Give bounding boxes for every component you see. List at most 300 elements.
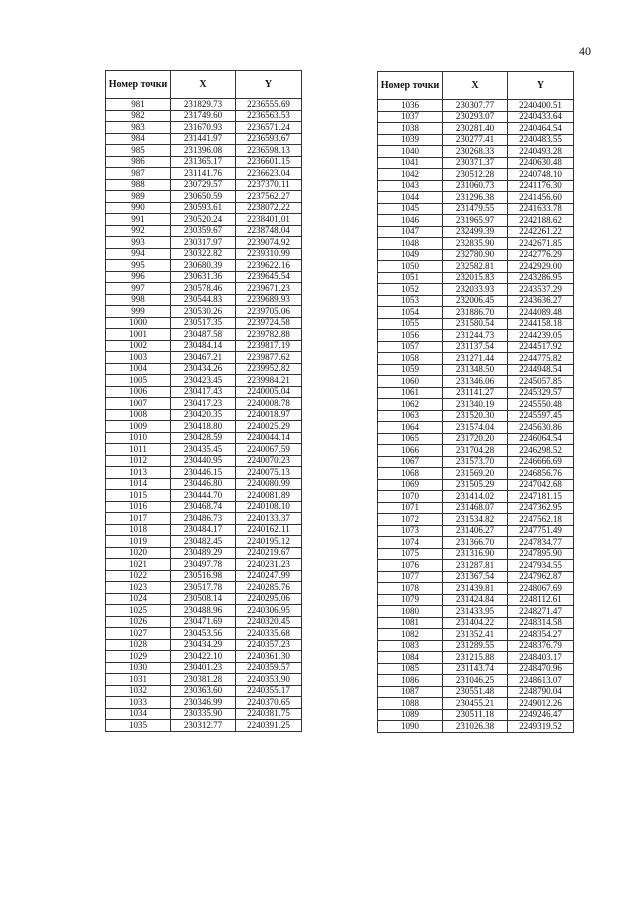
x-coordinate-cell: 232033.93 [443, 284, 508, 296]
table-row [378, 387, 574, 399]
point-number-cell: 1046 [378, 215, 443, 227]
table-row [378, 180, 574, 192]
point-number-cell: 1040 [378, 146, 443, 158]
table-row [106, 662, 302, 674]
table-row [106, 490, 302, 502]
x-coordinate-cell: 230650.59 [171, 191, 236, 203]
table-row [106, 225, 302, 237]
table-row [106, 168, 302, 180]
point-number-cell: 1018 [106, 524, 171, 536]
table-row [106, 467, 302, 479]
table-row [378, 698, 574, 710]
table-row [106, 455, 302, 467]
point-number-cell: 1078 [378, 583, 443, 595]
table-row [106, 628, 302, 640]
x-coordinate-cell: 231060.73 [443, 180, 508, 192]
point-number-cell: 1034 [106, 708, 171, 720]
table-row [106, 306, 302, 318]
table-row [378, 594, 574, 606]
x-coordinate-cell: 230423.45 [171, 375, 236, 387]
coordinates-table-right [377, 71, 574, 733]
point-number-cell: 1089 [378, 709, 443, 721]
x-coordinate-cell: 232835.90 [443, 238, 508, 250]
x-coordinate-cell: 230484.14 [171, 340, 236, 352]
x-coordinate-cell: 231340.19 [443, 399, 508, 411]
y-coordinate-cell: 2248314.58 [508, 617, 574, 629]
point-number-cell: 1010 [106, 432, 171, 444]
y-coordinate-cell: 2240219.67 [236, 547, 302, 559]
point-number-cell: 1007 [106, 398, 171, 410]
point-number-cell: 1002 [106, 340, 171, 352]
y-coordinate-cell: 2244158.18 [508, 318, 574, 330]
x-coordinate-cell: 231505.29 [443, 479, 508, 491]
page-number: 40 [579, 44, 591, 58]
point-number-cell: 1011 [106, 444, 171, 456]
y-coordinate-cell: 2240285.76 [236, 582, 302, 594]
y-coordinate-cell: 2236601.15 [236, 156, 302, 168]
point-number-cell: 1074 [378, 537, 443, 549]
x-coordinate-cell: 230307.77 [443, 100, 508, 112]
x-coordinate-cell: 231580.54 [443, 318, 508, 330]
point-number-cell: 989 [106, 191, 171, 203]
y-coordinate-cell: 2242776.29 [508, 249, 574, 261]
point-number-cell: 1053 [378, 295, 443, 307]
x-coordinate-cell: 231367.54 [443, 571, 508, 583]
y-coordinate-cell: 2239645.54 [236, 271, 302, 283]
x-coordinate-cell: 231366.70 [443, 537, 508, 549]
y-coordinate-cell: 2240355.17 [236, 685, 302, 697]
table-row [106, 478, 302, 490]
point-number-cell: 1051 [378, 272, 443, 284]
x-coordinate-cell: 230680.39 [171, 260, 236, 272]
point-number-cell: 1076 [378, 560, 443, 572]
x-coordinate-cell: 230544.83 [171, 294, 236, 306]
table-row [106, 99, 302, 111]
x-coordinate-cell: 231965.97 [443, 215, 508, 227]
y-coordinate-cell: 2239622.16 [236, 260, 302, 272]
y-coordinate-cell: 2247962.87 [508, 571, 574, 583]
point-number-cell: 1023 [106, 582, 171, 594]
y-coordinate-cell: 2240306.95 [236, 605, 302, 617]
y-coordinate-cell: 2241456.60 [508, 192, 574, 204]
y-coordinate-cell: 2238072.22 [236, 202, 302, 214]
table-row [378, 652, 574, 664]
table-row [378, 721, 574, 733]
y-coordinate-cell: 2236563.53 [236, 110, 302, 122]
x-coordinate-cell: 230455.21 [443, 698, 508, 710]
y-coordinate-cell: 2240295.06 [236, 593, 302, 605]
y-coordinate-cell: 2240005.04 [236, 386, 302, 398]
y-coordinate-cell: 2243636.27 [508, 295, 574, 307]
y-coordinate-cell: 2240483.55 [508, 134, 574, 146]
x-coordinate-cell: 231704.28 [443, 445, 508, 457]
y-coordinate-cell: 2240067.59 [236, 444, 302, 456]
y-coordinate-cell: 2247362.95 [508, 502, 574, 514]
table-row [106, 260, 302, 272]
table-row [106, 248, 302, 260]
y-coordinate-cell: 2244948.54 [508, 364, 574, 376]
y-coordinate-cell: 2242671.85 [508, 238, 574, 250]
table-row [378, 284, 574, 296]
y-coordinate-cell: 2239705.06 [236, 306, 302, 318]
point-number-cell: 1069 [378, 479, 443, 491]
y-coordinate-cell: 2244775.82 [508, 353, 574, 365]
table-row [378, 548, 574, 560]
point-number-cell: 988 [106, 179, 171, 191]
point-number-cell: 1081 [378, 617, 443, 629]
table-row [106, 547, 302, 559]
table-row [378, 537, 574, 549]
point-number-cell: 1087 [378, 686, 443, 698]
point-number-cell: 1031 [106, 674, 171, 686]
y-coordinate-cell: 2239074.92 [236, 237, 302, 249]
table-row [378, 318, 574, 330]
x-coordinate-cell: 230530.26 [171, 306, 236, 318]
y-coordinate-cell: 2237370.11 [236, 179, 302, 191]
x-coordinate-cell: 230488.96 [171, 605, 236, 617]
y-coordinate-cell: 2236593.67 [236, 133, 302, 145]
y-coordinate-cell: 2240108.10 [236, 501, 302, 513]
y-coordinate-cell: 2237562.27 [236, 191, 302, 203]
x-coordinate-cell: 230418.80 [171, 421, 236, 433]
table-body-right [378, 100, 574, 733]
y-coordinate-cell: 2245630.86 [508, 422, 574, 434]
point-number-cell: 987 [106, 168, 171, 180]
y-coordinate-cell: 2248271.47 [508, 606, 574, 618]
table-row [106, 536, 302, 548]
point-number-cell: 1000 [106, 317, 171, 329]
x-coordinate-cell: 231244.73 [443, 330, 508, 342]
x-coordinate-cell: 230578.46 [171, 283, 236, 295]
point-number-cell: 1042 [378, 169, 443, 181]
table-row [378, 479, 574, 491]
table-row [378, 399, 574, 411]
table-row [378, 307, 574, 319]
table-row [106, 421, 302, 433]
header-y: Y [508, 72, 574, 100]
y-coordinate-cell: 2240231.23 [236, 559, 302, 571]
y-coordinate-cell: 2240400.51 [508, 100, 574, 112]
x-coordinate-cell: 230317.97 [171, 237, 236, 249]
x-coordinate-cell: 232780.90 [443, 249, 508, 261]
table-body-left [106, 99, 302, 732]
point-number-cell: 1054 [378, 307, 443, 319]
point-number-cell: 1041 [378, 157, 443, 169]
x-coordinate-cell: 231468.07 [443, 502, 508, 514]
point-number-cell: 1020 [106, 547, 171, 559]
y-coordinate-cell: 2248354.27 [508, 629, 574, 641]
y-coordinate-cell: 2244239.05 [508, 330, 574, 342]
table-row [378, 445, 574, 457]
table-row [106, 122, 302, 134]
table-row [378, 571, 574, 583]
x-coordinate-cell: 230381.28 [171, 674, 236, 686]
y-coordinate-cell: 2247895.90 [508, 548, 574, 560]
x-coordinate-cell: 231296.38 [443, 192, 508, 204]
x-coordinate-cell: 231569.20 [443, 468, 508, 480]
x-coordinate-cell: 231046.25 [443, 675, 508, 687]
point-number-cell: 1068 [378, 468, 443, 480]
x-coordinate-cell: 230435.45 [171, 444, 236, 456]
x-coordinate-cell: 230428.59 [171, 432, 236, 444]
x-coordinate-cell: 230551.48 [443, 686, 508, 698]
y-coordinate-cell: 2236598.13 [236, 145, 302, 157]
point-number-cell: 1021 [106, 559, 171, 571]
table-row [378, 192, 574, 204]
x-coordinate-cell: 231670.93 [171, 122, 236, 134]
y-coordinate-cell: 2247751.49 [508, 525, 574, 537]
point-number-cell: 1090 [378, 721, 443, 733]
table-row [378, 376, 574, 388]
table-row [106, 329, 302, 341]
x-coordinate-cell: 231439.81 [443, 583, 508, 595]
point-number-cell: 1017 [106, 513, 171, 525]
point-number-cell: 1016 [106, 501, 171, 513]
x-coordinate-cell: 230520.24 [171, 214, 236, 226]
y-coordinate-cell: 2246856.76 [508, 468, 574, 480]
point-number-cell: 1060 [378, 376, 443, 388]
y-coordinate-cell: 2240361.30 [236, 651, 302, 663]
point-number-cell: 996 [106, 271, 171, 283]
header-point-number: Номер точки [378, 72, 443, 100]
point-number-cell: 1083 [378, 640, 443, 652]
y-coordinate-cell: 2245329.57 [508, 387, 574, 399]
x-coordinate-cell: 230468.74 [171, 501, 236, 513]
x-coordinate-cell: 231215.88 [443, 652, 508, 664]
y-coordinate-cell: 2246064.54 [508, 433, 574, 445]
table-row [378, 686, 574, 698]
point-number-cell: 1070 [378, 491, 443, 503]
x-coordinate-cell: 231346.06 [443, 376, 508, 388]
x-coordinate-cell: 231143.74 [443, 663, 508, 675]
x-coordinate-cell: 230444.70 [171, 490, 236, 502]
table-row [378, 629, 574, 641]
point-number-cell: 1029 [106, 651, 171, 663]
point-number-cell: 1033 [106, 697, 171, 709]
y-coordinate-cell: 2243537.29 [508, 284, 574, 296]
point-number-cell: 1080 [378, 606, 443, 618]
x-coordinate-cell: 230511.18 [443, 709, 508, 721]
table-row [106, 283, 302, 295]
table-row [378, 100, 574, 112]
x-coordinate-cell: 231316.90 [443, 548, 508, 560]
y-coordinate-cell: 2242261.22 [508, 226, 574, 238]
y-coordinate-cell: 2240018.97 [236, 409, 302, 421]
point-number-cell: 1003 [106, 352, 171, 364]
point-number-cell: 985 [106, 145, 171, 157]
point-number-cell: 1049 [378, 249, 443, 261]
x-coordinate-cell: 230401.23 [171, 662, 236, 674]
x-coordinate-cell: 230335.90 [171, 708, 236, 720]
x-coordinate-cell: 231141.76 [171, 168, 236, 180]
y-coordinate-cell: 2239952.82 [236, 363, 302, 375]
x-coordinate-cell: 230593.61 [171, 202, 236, 214]
table-row [378, 169, 574, 181]
point-number-cell: 1039 [378, 134, 443, 146]
y-coordinate-cell: 2239310.99 [236, 248, 302, 260]
table-row [378, 203, 574, 215]
table-row [106, 501, 302, 513]
point-number-cell: 1008 [106, 409, 171, 421]
y-coordinate-cell: 2236571.24 [236, 122, 302, 134]
table-row [378, 491, 574, 503]
point-number-cell: 1001 [106, 329, 171, 341]
point-number-cell: 983 [106, 122, 171, 134]
x-coordinate-cell: 230440.95 [171, 455, 236, 467]
y-coordinate-cell: 2239984.21 [236, 375, 302, 387]
y-coordinate-cell: 2239689.93 [236, 294, 302, 306]
table-row [378, 295, 574, 307]
x-coordinate-cell: 230371.37 [443, 157, 508, 169]
y-coordinate-cell: 2240630.48 [508, 157, 574, 169]
point-number-cell: 1067 [378, 456, 443, 468]
table-header-row [106, 71, 302, 99]
table-row [378, 606, 574, 618]
y-coordinate-cell: 2247562.18 [508, 514, 574, 526]
table-row [378, 261, 574, 273]
header-x: X [171, 71, 236, 99]
table-row [106, 214, 302, 226]
point-number-cell: 1045 [378, 203, 443, 215]
x-coordinate-cell: 231406.27 [443, 525, 508, 537]
y-coordinate-cell: 2241176.30 [508, 180, 574, 192]
x-coordinate-cell: 231348.50 [443, 364, 508, 376]
x-coordinate-cell: 230434.29 [171, 639, 236, 651]
table-row [378, 617, 574, 629]
table-row [378, 215, 574, 227]
table-row [378, 272, 574, 284]
y-coordinate-cell: 2243286.95 [508, 272, 574, 284]
x-coordinate-cell: 231137.54 [443, 341, 508, 353]
x-coordinate-cell: 230420.35 [171, 409, 236, 421]
y-coordinate-cell: 2248470.96 [508, 663, 574, 675]
x-coordinate-cell: 231396.08 [171, 145, 236, 157]
table-row [378, 640, 574, 652]
point-number-cell: 994 [106, 248, 171, 260]
point-number-cell: 1024 [106, 593, 171, 605]
x-coordinate-cell: 230497.78 [171, 559, 236, 571]
point-number-cell: 1035 [106, 720, 171, 732]
x-coordinate-cell: 230484.17 [171, 524, 236, 536]
table-row [106, 639, 302, 651]
point-number-cell: 1026 [106, 616, 171, 628]
y-coordinate-cell: 2247181.15 [508, 491, 574, 503]
point-number-cell: 999 [106, 306, 171, 318]
x-coordinate-cell: 230312.77 [171, 720, 236, 732]
point-number-cell: 1055 [378, 318, 443, 330]
table-row [106, 720, 302, 732]
point-number-cell: 1027 [106, 628, 171, 640]
point-number-cell: 1005 [106, 375, 171, 387]
x-coordinate-cell: 230322.82 [171, 248, 236, 260]
table-row [106, 697, 302, 709]
point-number-cell: 1013 [106, 467, 171, 479]
y-coordinate-cell: 2239671.23 [236, 283, 302, 295]
x-coordinate-cell: 231534.82 [443, 514, 508, 526]
table-row [378, 433, 574, 445]
x-coordinate-cell: 231287.81 [443, 560, 508, 572]
point-number-cell: 982 [106, 110, 171, 122]
table-row [378, 468, 574, 480]
y-coordinate-cell: 2240195.12 [236, 536, 302, 548]
table-row [106, 559, 302, 571]
header-x: X [443, 72, 508, 100]
table-row [378, 249, 574, 261]
y-coordinate-cell: 2240335.68 [236, 628, 302, 640]
y-coordinate-cell: 2248112.61 [508, 594, 574, 606]
table-header-row [378, 72, 574, 100]
x-coordinate-cell: 232015.83 [443, 272, 508, 284]
y-coordinate-cell: 2240025.29 [236, 421, 302, 433]
y-coordinate-cell: 2240381.75 [236, 708, 302, 720]
point-number-cell: 1058 [378, 353, 443, 365]
y-coordinate-cell: 2244089.48 [508, 307, 574, 319]
y-coordinate-cell: 2241633.78 [508, 203, 574, 215]
x-coordinate-cell: 231404.22 [443, 617, 508, 629]
table-row [378, 364, 574, 376]
point-number-cell: 1006 [106, 386, 171, 398]
table-row [378, 456, 574, 468]
point-number-cell: 1077 [378, 571, 443, 583]
point-number-cell: 1012 [106, 455, 171, 467]
y-coordinate-cell: 2239817.19 [236, 340, 302, 352]
point-number-cell: 1030 [106, 662, 171, 674]
y-coordinate-cell: 2247042.68 [508, 479, 574, 491]
x-coordinate-cell: 230508.14 [171, 593, 236, 605]
table-row [106, 110, 302, 122]
y-coordinate-cell: 2248403.17 [508, 652, 574, 664]
x-coordinate-cell: 231886.70 [443, 307, 508, 319]
y-coordinate-cell: 2240370.65 [236, 697, 302, 709]
x-coordinate-cell: 231749.60 [171, 110, 236, 122]
x-coordinate-cell: 230516.98 [171, 570, 236, 582]
x-coordinate-cell: 230293.07 [443, 111, 508, 123]
y-coordinate-cell: 2248790.04 [508, 686, 574, 698]
y-coordinate-cell: 2247834.77 [508, 537, 574, 549]
x-coordinate-cell: 232582.81 [443, 261, 508, 273]
x-coordinate-cell: 231141.27 [443, 387, 508, 399]
table-row [378, 410, 574, 422]
point-number-cell: 1064 [378, 422, 443, 434]
x-coordinate-cell: 230729.57 [171, 179, 236, 191]
point-number-cell: 1059 [378, 364, 443, 376]
table-row [106, 386, 302, 398]
table-row [106, 524, 302, 536]
x-coordinate-cell: 231520.30 [443, 410, 508, 422]
y-coordinate-cell: 2249319.52 [508, 721, 574, 733]
point-number-cell: 998 [106, 294, 171, 306]
table-row [106, 605, 302, 617]
point-number-cell: 984 [106, 133, 171, 145]
y-coordinate-cell: 2239724.58 [236, 317, 302, 329]
table-row [378, 514, 574, 526]
y-coordinate-cell: 2242929.00 [508, 261, 574, 273]
x-coordinate-cell: 231479.55 [443, 203, 508, 215]
table-row [106, 133, 302, 145]
y-coordinate-cell: 2242188.62 [508, 215, 574, 227]
y-coordinate-cell: 2240008.78 [236, 398, 302, 410]
y-coordinate-cell: 2240070.23 [236, 455, 302, 467]
x-coordinate-cell: 230487.58 [171, 329, 236, 341]
table-row [106, 179, 302, 191]
table-row [106, 156, 302, 168]
x-coordinate-cell: 230417.43 [171, 386, 236, 398]
table-row [378, 353, 574, 365]
point-number-cell: 1061 [378, 387, 443, 399]
x-coordinate-cell: 230446.15 [171, 467, 236, 479]
point-number-cell: 1088 [378, 698, 443, 710]
x-coordinate-cell: 230422.10 [171, 651, 236, 663]
